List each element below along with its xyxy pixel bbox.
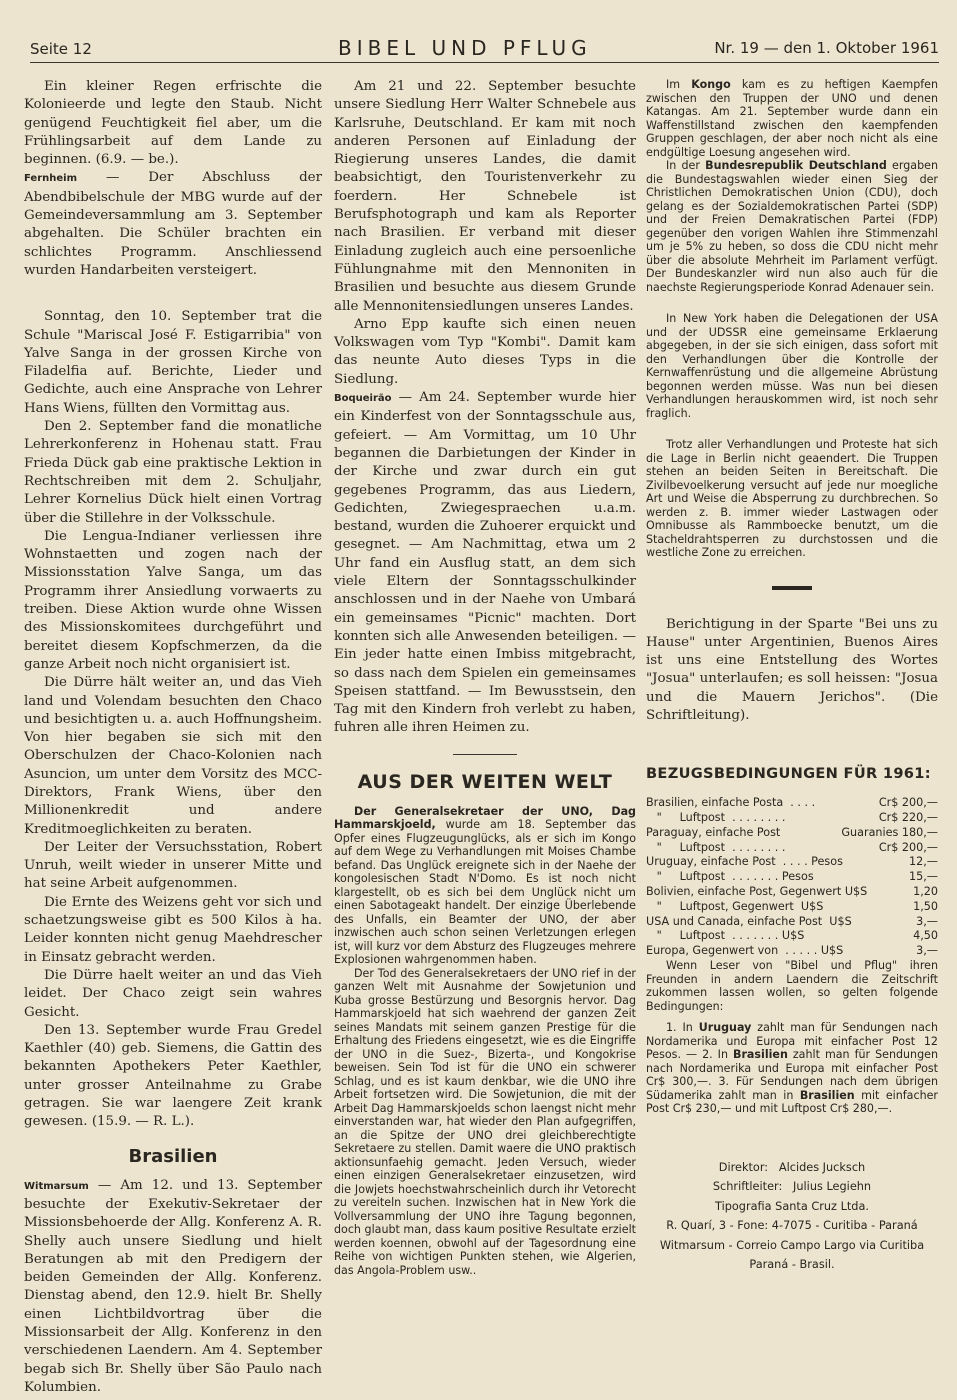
keyword: Boqueirão — [334, 393, 392, 405]
paragraph: Die Dürre hält weiter an, und das Vieh land und Volendam besuchten den Chaco und besichtigten u. a. auch Hoffnungsheim. Von hier begaben sie sich mit den Oberschulzen der Chaco-Kolonien nach Asuncion, um unter dem Vorsitz des MCC-Direktors, Frank Wiens, über den Millionenkredit und andere Kreditmoeglichkeiten zu beraten. — [24, 675, 322, 837]
separator-rule — [453, 754, 517, 755]
keyword: Witmarsum — [24, 1180, 89, 1192]
paragraph: Der Leiter der Versuchsstation, Robert Unruh, weilt wieder in unserer Mitte und hat seine Arbeit aufgenommen. — [24, 839, 322, 892]
paragraph: Trotz aller Verhandlungen und Proteste hat sich die Lage in Berlin nicht geaendert. Die Truppen stehen an beiden Seiten in Bereitschaft. Die Zivilbevoelkerung versucht auf jede nur moegliche Art und Weise die Absperrung zu durchbrechen. So werden z. B. immer wieder Lastwagen oder Omnibusse als Rammboecke benutzt, um die Stacheldrahtsperren zu durchstossen und die westliche Zone zu erreichen. — [646, 438, 938, 559]
section-heading: AUS DER WEITEN WELT — [357, 770, 613, 793]
price-row — [646, 929, 938, 944]
price-value: Guaranies 180,— — [841, 825, 938, 839]
paragraph: Ein kleiner Regen erfrischte die Kolonieerde und legte den Staub. Nicht genügend Feuchtigkeit fiel aber, um die Frühlingsarbeit auf dem Lande zu beginnen. (6.9. — be.). — [24, 79, 322, 168]
keyword: Fernheim — [24, 173, 78, 185]
keyword: Kongo — [691, 78, 731, 91]
keyword: Bundesrepublik Deutschland — [705, 159, 887, 172]
subscription-heading: BEZUGSBEDINGUNGEN FÜR 1961: — [646, 765, 931, 783]
publication-title: BIBEL UND PFLUG — [338, 36, 592, 60]
price-row — [646, 885, 938, 900]
price-row — [646, 944, 938, 959]
price-value: 3,— — [916, 914, 938, 928]
price-label: " Luftpost . . . . . . . U$S — [646, 929, 805, 943]
price-label: Brasilien, einfache Posta . . . . — [646, 796, 816, 810]
price-row — [646, 900, 938, 915]
section-subheading: Brasilien — [128, 1145, 218, 1167]
price-label: USA und Canada, einfache Post U$S — [646, 914, 852, 928]
price-value: 12,— — [909, 855, 938, 869]
masthead — [30, 32, 939, 66]
imprint-line: R. Quarí, 3 - Fone: 4-7075 - Curitiba - Paraná — [666, 1219, 918, 1233]
price-label: Uruguay, einfache Post . . . . Pesos — [646, 855, 843, 869]
paragraph: Den 13. September wurde Frau Gredel Kaethler (40) geb. Siemens, die Gattin des bekannten Apothekers Peter Kaethler, unter grosser Anteilnahme zu Grabe getragen. Sie war laengere Zeit krank gewesen. (15.9. — R. L.). — [24, 1022, 322, 1130]
column-right — [646, 78, 938, 1275]
price-row — [646, 796, 938, 811]
paragraph: 1. In Uruguay zahlt man für Sendungen nach Nordamerika und Europa mit einfacher Post 12 Pesos. — 2. In Brasilien zahlt man für Sendungen nach Nordamerika und Europa mit einfacher Post Cr$ 300,—. 3. Für Sendungen nach dem übrigen Südamerika zahlt man in Brasilien mit einfacher Post Cr$ 230,— und mit Luftpost Cr$ 280,—. — [646, 1021, 938, 1116]
price-value: 4,50 — [913, 929, 938, 943]
imprint-line: Direktor: Alcides Jucksch — [718, 1160, 866, 1174]
price-label: Paraguay, einfache Post — [646, 825, 781, 839]
price-row — [646, 826, 938, 841]
paragraph: Die Ernte des Weizens geht vor sich und schaetzungsweise gibt es 500 Kilos à ha. Leider konnten nicht genug Maehdrescher in Einsatz gebracht werden. — [24, 894, 322, 965]
paragraph: Im Kongo kam es zu heftigen Kaempfen zwischen den Truppen der UNO und denen Katangas. Am 21. September wurde dann ein Waffenstillstand zwischen den kaempfenden Gruppen geschlagen, der aber noch nicht als eine endgültige Loesung angesehen wird. — [646, 78, 938, 159]
imprint-line: Paraná - Brasil. — [749, 1258, 835, 1272]
imprint-line: Witmarsum - Correio Campo Largo via Curitiba — [659, 1238, 925, 1252]
paragraph: Der Tod des Generalsekretaers der UNO rief in der ganzen Welt mit Ausnahme der Sowjetunion und Kuba grosse Bestürzung und Besorgnis hervor. Dag Hammarskjoeld hat sich waehrend der ganzen Zeit seines Mandats mit seinem ganzen Prestige für die Erhaltung des Friedens eingesetzt, wie es die Eingriffe der UNO in die Suez-, Bizerta-, und Kongokrise beweisen. Sein Tod ist für die UNO ein schwerer Schlag, und es ist kaum denkbar, wie die UNO ihre Arbeit fortsetzen wird. Die Sowjetunion, die mit der Arbeit Dag Hammarskjoelds schon laengst nicht mehr einverstanden war, hat wieder den Plan aufgegriffen, an die Spitze der UNO drei gleichberechtigte Sekretaere zu stellen. Damit waere die UNO praktisch aktionsunfaehig gemacht. Jeden Versuch, wieder einen einzigen Generalsekretaer einzusetzen, wird die Jowjets hoechstwahrscheinlich durch ihr Vetorecht zu vereiteln suchen. Inzwischen hat in New York die Vollversammlung der UNO ihre Tagung begonnen, doch glaubt man, dass kaum positive Resultate erzielt werden koennen, obwohl auf der Tagesordnung eine Reihe von wichtigen Punkten stehen, wie Algerien, das Angola-Problem usw.. — [334, 966, 636, 1277]
paragraph: Wenn Leser von "Bibel und Pflug" ihren Freunden in andern Laendern die Zeitschrift zukommen lassen wollen, so gelten folgende Bedingungen: — [646, 959, 938, 1013]
paragraph: Am 21 und 22. September besuchte unsere Siedlung Herr Walter Schnebele aus Karlsruhe, Deutschland. Er kam mit noch anderen Personen auf Einladung der Riegierung unseres Landes, die damit beabsichtigt, den Touristenverkehr zu foerdern. Her Schnebele ist Berufsphotograph und kam als Reporter nach Brasilien. Er verband mit dieser Einladung zugleich auch eine persoenliche Fühlungnahme mit den Mennoniten in Brasilien und besuchte aus diesem Grunde alle Mennonitensiedlungen unseres Landes. — [334, 79, 636, 314]
column-middle — [334, 78, 636, 1277]
imprint — [646, 1158, 938, 1275]
imprint-line: Tipografia Santa Cruz Ltda. — [715, 1199, 869, 1213]
price-value: Cr$ 200,— — [878, 796, 938, 810]
price-list — [646, 796, 938, 959]
price-value: Cr$ 200,— — [878, 840, 938, 854]
price-row — [646, 811, 938, 826]
price-row — [646, 841, 938, 856]
price-label: Bolivien, einfache Post, Gegenwert U$S — [646, 885, 868, 899]
masthead-rule — [30, 62, 939, 63]
price-value: 3,— — [916, 944, 938, 958]
keyword: Der Generalsekretaer der UNO, Dag Hammarskjoeld, — [334, 804, 636, 832]
paragraph: Arno Epp kaufte sich einen neuen Volkswagen vom Typ "Kombi". Damit kam das neunte Auto dieses Typs in die Siedlung. — [334, 316, 636, 387]
paragraph: In New York haben die Delegationen der USA und der UDSSR eine gemeinsame Erklaerung abgegeben, in der sie sich einigen, dass sofort mit den Verhandlungen über die Kontrolle der Kernwaffenrüstung und die allgemeine Abrüstung begonnen werden müsse. Was nun bei diesen Verhandlungen herauskommen wird, ist noch sehr fraglich. — [646, 312, 938, 420]
paragraph: Die Dürre haelt weiter an und das Vieh leidet. Der Chaco zeigt sein wahres Gesicht. — [24, 967, 322, 1020]
price-value: Cr$ 220,— — [878, 811, 938, 825]
column-left — [24, 78, 322, 1397]
issue-date: Nr. 19 — den 1. Oktober 1961 — [714, 39, 939, 57]
price-label: " Luftpost . . . . . . . Pesos — [646, 870, 814, 884]
price-row — [646, 855, 938, 870]
paragraph: Sonntag, den 10. September trat die Schule "Mariscal José F. Estigarribia" von Yalve Sanga in der grossen Kirche von Filadelfia auf. Berichte, Lieder und Gedichte, auch eine Ansprache von Lehrer Hans Wiens, füllten den Vormittag aus. — [24, 309, 322, 416]
imprint-line: Schriftleiter: Julius Legiehn — [712, 1180, 872, 1194]
price-label: " Luftpost, Gegenwert U$S — [646, 899, 824, 913]
price-row — [646, 915, 938, 930]
paragraph: Witmarsum — Am 12. und 13. September besuchte der Exekutiv-Sekretaer der Missionsbehoerde der Allg. Konferenz A. R. Shelly auch unsere Siedlung und hielt Beratungen ab mit den Predigern der beiden Gemeinden der Allg. Konferenz. Dienstag abend, den 12.9. hielt Br. Shelly einen Lichtbildvortrag über die Missionsarbeit der Allg. Konferenz in den verschiedenen Laendern. Am 4. September begab sich Br. Shelly über São Paulo nach Kolumbien. — [24, 1177, 322, 1395]
paragraph: Boqueirão — Am 24. September wurde hier ein Kinderfest von der Sonntagsschule aus, gefeiert. — Am Vormittag, um 10 Uhr begannen die Darbietungen der Kinder in der Kirche und zwar durch ein gut gegebenes Programm, das aus Liedern, Gedichten, Zwiegespraechen u.a.m. bestand, wurden die Zuhoerer erquickt und gesegnet. — Am Nachmittag, etwa um 2 Uhr fand ein Ausflug statt, an dem sich viele Eltern der Sonntagsschulkinder anschlossen und in der Naehe von Umbará ein gemeinsames "Picnic" machten. Dort konnten sich alle Anwesenden beteiligen. — Ein jeder hatte einen Imbiss mitgebracht, so dass nach dem Spielen ein gemeinsames Speisen stattfand. — Im Bewusstsein, den Tag mit den Kindern froh verlebt zu haben, fuhren alle ihren Heimen zu. — [334, 390, 636, 736]
page-number: Seite 12 — [30, 40, 92, 58]
separator-rule — [772, 586, 812, 590]
paragraph: In der Bundesrepublik Deutschland ergaben die Bundestagswahlen wieder einen Sieg der Christlichen Demokratischen Union (CDU), doch gelang es der Sozialdemokratischen Partei (SDP) und der Freien Demakratischen Partei (FDP) gegenüber den vorigen Wahlen ihre Stimmenzahl um je 5% zu heben, so doss die CDU nicht mehr über die absolute Mehrheit im Parlament verfügt. Der Bundeskanzler wird nun also auch für die naechste Regierungsperiode Konrad Adenauer sein. — [646, 159, 938, 294]
paragraph: Den 2. September fand die monatliche Lehrerkonferenz in Hohenau statt. Frau Frieda Dück gab eine praktische Lektion in Rechtschreiben mit dem 2. Schuljahr, Lehrer Kornelius Dück hielt einen Vortrag über die Stillehre in der Volksschule. — [24, 419, 322, 526]
price-row — [646, 870, 938, 885]
paragraph: Der Generalsekretaer der UNO, Dag Hammarskjoeld, wurde am 18. September das Opfer eines Flugzeugunglücks, als er sich im Kongo auf dem Wege zu Verhandlungen mit Moises Chambe befand. Das Unglück ereignete sich in der Naehe der kongolesischen Stadt N'Domo. Es ist noch nicht klargestellt, ob es sich bei dem Unglück nicht um einen Sabotageakt handelt. Der einzige Überlebende des Unfalls, ein Beamter der UNO, der aber inzwischen auch schon seinen Verletzungen erlegen ist, will kurz vor dem Absturz des Flugzeuges mehrere Explosionen wahrgenommen haben. — [334, 804, 636, 967]
price-label: " Luftpost . . . . . . . . — [646, 840, 786, 854]
price-value: 1,20 — [913, 885, 938, 899]
paragraph: Die Lengua-Indianer verliessen ihre Wohnstaetten und zogen nach der Missionsstation Yalve Sanga, um das Programm ihrer Ansiedlung vorwaerts zu treiben. Diese Aktion wurde ohne Wissen des Missionskomitees durchgeführt und bereitet diesem Kopfschmerzen, da die ganze Arbeit noch nicht organisiert ist. — [24, 528, 322, 672]
price-value: 1,50 — [913, 899, 938, 913]
price-label: Europa, Gegenwert von . . . . . U$S — [646, 944, 844, 958]
price-label: " Luftpost . . . . . . . . — [646, 811, 786, 825]
paragraph: Berichtigung in der Sparte "Bei uns zu Hause" unter Argentinien, Buenos Aires ist uns eine Entstellung des Wortes "Josua" unterlaufen; es soll heissen: "Josua und die Mauern Jerichos". (Die Schriftleitung). — [646, 616, 938, 723]
price-value: 15,— — [909, 870, 938, 884]
paragraph: Fernheim — Der Abschluss der Abendbibelschule der MBG wurde auf der Gemeindeversammlung am 3. September abgehalten. Die Schüler brachten ein schlichtes Programm. Anschliessend wurden Handarbeiten versteigert. — [24, 170, 322, 278]
